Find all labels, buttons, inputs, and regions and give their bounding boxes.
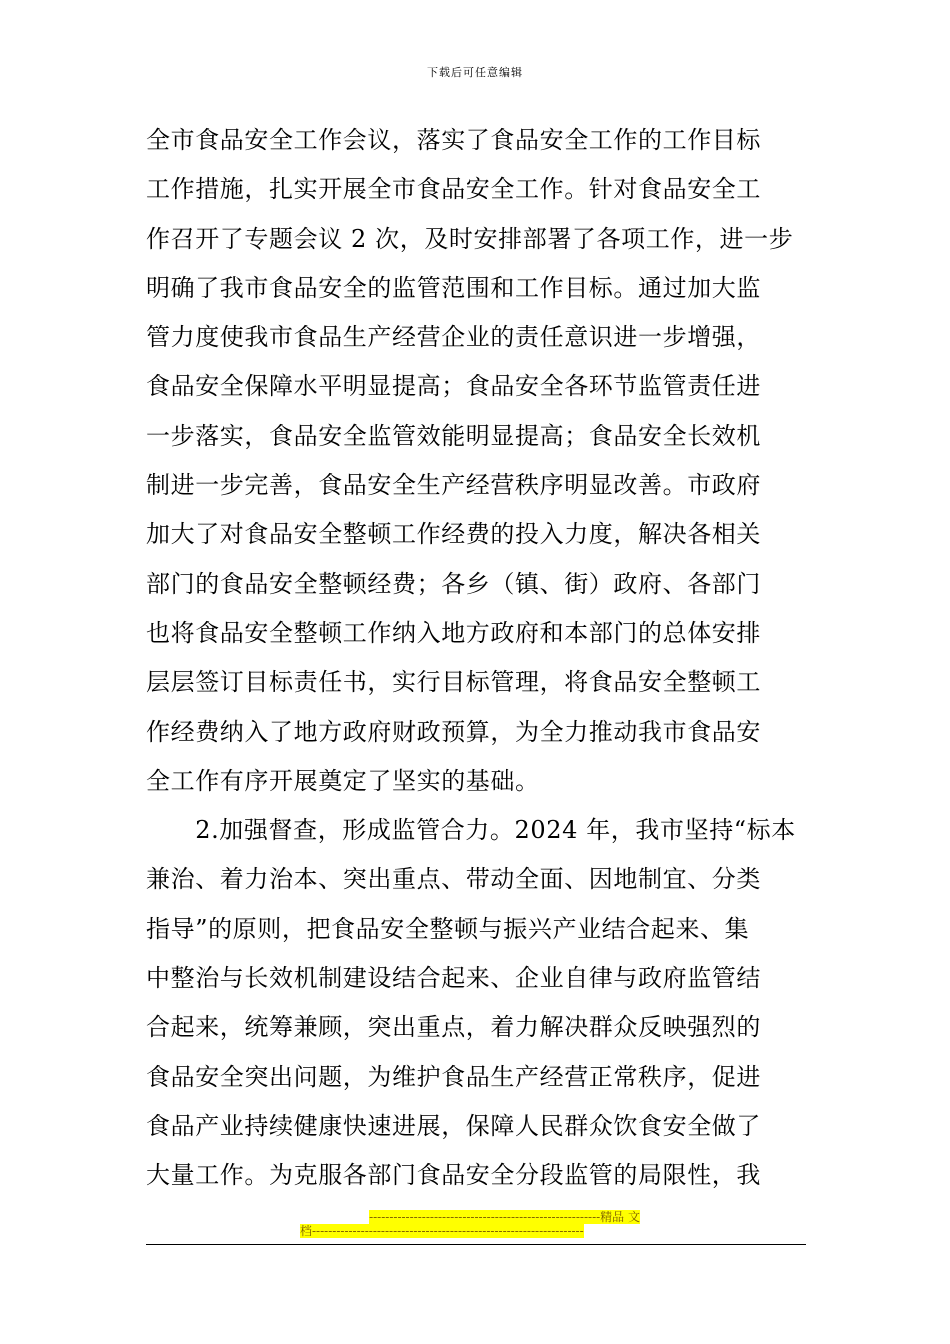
text-line: 大量工作。为克服各部门食品安全分段监管的局限性，我 bbox=[146, 1161, 761, 1190]
text-line: 管力度使我市食品生产经营企业的责任意识进一步增强， bbox=[146, 323, 761, 352]
text-line: 中整治与长效机制建设结合起来、企业自律与政府监管结 bbox=[146, 964, 761, 993]
text-line: 食品安全保障水平明显提高；食品安全各环节监管责任进 bbox=[146, 372, 761, 401]
page-header: 下载后可任意编辑 bbox=[427, 66, 523, 79]
text-line: 制进一步完善，食品安全生产经营秩序明显改善。市政府 bbox=[146, 471, 761, 500]
footer-watermark bbox=[300, 1210, 660, 1238]
text-line: 食品安全突出问题，为维护食品生产经营正常秩序，促进 bbox=[146, 1062, 761, 1091]
text-line: 合起来，统筹兼顾，突出重点，着力解决群众反映强烈的 bbox=[146, 1013, 761, 1042]
footer-line-2: 档------------------------------------------------------------------- bbox=[300, 1224, 584, 1238]
text-line: 2.加强督查，形成监管合力。2024 年，我市坚持“标本 bbox=[146, 816, 796, 845]
footer-divider bbox=[146, 1244, 806, 1245]
text-line: 全工作有序开展奠定了坚实的基础。 bbox=[146, 766, 540, 795]
document-body bbox=[146, 116, 806, 1201]
text-line: 加大了对食品安全整顿工作经费的投入力度，解决各相关 bbox=[146, 520, 761, 549]
text-line: 作召开了专题会议 2 次，及时安排部署了各项工作，进一步 bbox=[146, 224, 794, 253]
text-line: 也将食品安全整顿工作纳入地方政府和本部门的总体安排 bbox=[146, 618, 761, 647]
text-line: 层层签订目标责任书，实行目标管理，将食品安全整顿工 bbox=[146, 668, 761, 697]
text-line: 作经费纳入了地方政府财政预算，为全力推动我市食品安 bbox=[146, 717, 761, 746]
text-line: 明确了我市食品安全的监管范围和工作目标。通过加大监 bbox=[146, 273, 761, 302]
text-line: 部门的食品安全整顿经费；各乡（镇、街）政府、各部门 bbox=[146, 569, 761, 598]
text-line: 指导”的原则，把食品安全整顿与振兴产业结合起来、集 bbox=[146, 914, 750, 943]
text-line: 全市食品安全工作会议，落实了食品安全工作的工作目标 bbox=[146, 126, 761, 154]
text-line: 兼治、着力治本、突出重点、带动全面、因地制宜、分类 bbox=[146, 865, 761, 894]
text-line: 食品产业持续健康快速进展，保障人民群众饮食安全做了 bbox=[146, 1111, 761, 1140]
footer-line-1: ---------------------------------------------------------精品 文 bbox=[369, 1210, 640, 1224]
text-line: 工作措施，扎实开展全市食品安全工作。针对食品安全工 bbox=[146, 175, 761, 204]
text-line: 一步落实，食品安全监管效能明显提高；食品安全长效机 bbox=[146, 421, 761, 450]
